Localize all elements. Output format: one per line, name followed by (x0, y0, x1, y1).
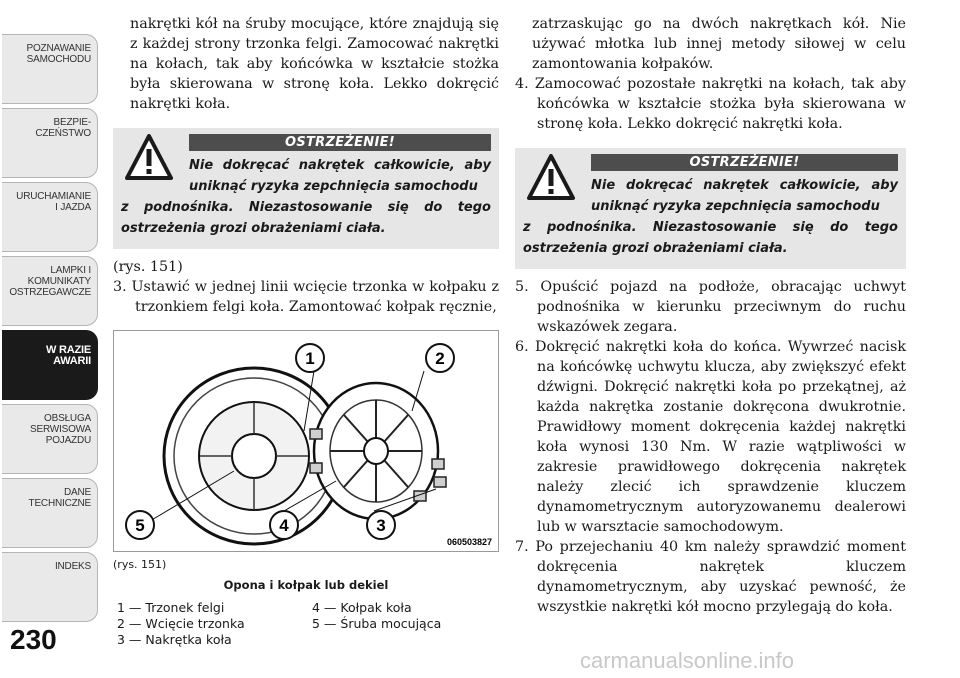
intro-paragraph: nakrętki kół na śruby mocujące, które znajdują się z każdej strony trzonka felgi. Zamocować nakrętki na kołach, tak aby końcówka w kształcie stożka była skierowana w stronę koła. Lekko dokręcić nakrętki koła. (130, 16, 499, 112)
figure-legend (117, 600, 497, 648)
warning-text (523, 175, 898, 259)
figure-code: 060503827 (446, 537, 492, 547)
warning-triangle-icon (125, 134, 173, 182)
tab-w-razie-awarii[interactable]: W RAZIE AWARII (2, 330, 98, 400)
tab-bezpieczenstwo[interactable]: BEZPIE- CZEŃSTWO (2, 108, 98, 178)
figure-caption-ref: (rys. 151) (113, 558, 167, 571)
warning-triangle-icon (527, 154, 575, 202)
wheel-figure (113, 330, 499, 552)
step-5: 5. Opuścić pojazd na podłoże, obracając uchwyt podnośnika w kierunku przeciwnym do ruchu wskazówek zegara. (515, 279, 906, 335)
page-number: 230 (10, 624, 57, 655)
legend-item: 5 — Śruba mocująca (312, 616, 442, 631)
legend-row (117, 616, 497, 632)
figure-title: Opona i kołpak lub dekiel (223, 578, 389, 592)
step-4: 4. Zamocować pozostałe nakrętki na kołach, tak aby końcówka w kształcie stożka była skierowana w stronę koła. Lekko dokręcić nakrętki koła. (515, 76, 906, 132)
callout-3 (367, 511, 395, 539)
svg-text:5: 5 (135, 516, 145, 535)
tab-poznawanie-samochodu[interactable]: POZNAWANIE SAMOCHODU (2, 34, 98, 104)
svg-text:4: 4 (279, 516, 289, 535)
svg-text:3: 3 (376, 516, 386, 535)
tab-dane-techniczne[interactable]: DANE TECHNICZNE (2, 478, 98, 548)
step-6: 6. Dokręcić nakrętki koła do końca. Wywrzeć nacisk na końcówkę uchwytu klucza, aby zwiększyć efekt dźwigni. Dokręcić nakrętki koła po przekątnej, aż każda nakrętka zostanie dokręcona dwukrotnie. Prawidłowy moment dokręcenia każdej nakrętki koła wynosi 130 Nm. W razie wątpliwości w zakresie prawidłowego dokręcenia nakrętek należy zlecić ich sprawdzenie kluczem dynamometrycznym autoryzowanemu dealerowi lub w warsztacie samochodowym. (515, 339, 906, 535)
step-3: 3. Ustawić w jednej linii wcięcie trzonka w kołpaku z trzonkiem felgi koła. Zamontować kołpak ręcznie, (113, 279, 499, 315)
tab-lampki-i-komunikaty[interactable]: LAMPKI I KOMUNIKATY OSTRZEGAWCZE (2, 256, 98, 326)
legend-row (117, 600, 497, 616)
warning-line-2: z podnośnika. Niezastosowanie się do tego ostrzeżenia grozi obrażeniami ciała. (121, 200, 491, 236)
svg-text:1: 1 (305, 349, 315, 368)
tab-uruchamianie-i-jazda[interactable]: URUCHAMIANIE I JAZDA (2, 182, 98, 252)
legend-item: 4 — Kołpak koła (312, 600, 412, 615)
legend-row (117, 632, 497, 648)
warning-line-1: Nie dokręcać nakrętek całkowicie, aby uniknąć ryzyka zepchnięcia samochodu (189, 158, 491, 194)
callout-5 (126, 511, 154, 539)
legend-item: 3 — Nakrętka koła (117, 632, 232, 647)
warning-line-1: Nie dokręcać nakrętek całkowicie, aby uniknąć ryzyka zepchnięcia samochodu (591, 178, 898, 214)
warning-box (113, 128, 499, 249)
warning-line-2: z podnośnika. Niezastosowanie się do tego ostrzeżenia grozi obrażeniami ciała. (523, 220, 898, 256)
left-column (113, 14, 499, 317)
watermark: carmanualsonline.info (580, 648, 795, 673)
legend-item: 1 — Trzonek felgi (117, 600, 225, 615)
wheel-illustration (114, 331, 499, 552)
warning-text (121, 155, 491, 239)
tab-indeks[interactable]: INDEKS (2, 552, 98, 622)
step-7: 7. Po przejechaniu 40 km należy sprawdzić moment dokręcenia nakrętek kluczem dynamometrycznym, aby uzyskać pewność, że wszystkie nakrętki kół mocno przylegają do koła. (515, 539, 906, 615)
callout-1 (296, 344, 324, 372)
tab-obsluga-serwisowa[interactable]: OBSŁUGA SERWISOWA POJAZDU (2, 404, 98, 474)
legend-item: 2 — Wcięcie trzonka (117, 616, 245, 631)
warning-heading: OSTRZEŻENIE! (591, 154, 898, 171)
chapter-sidebar (0, 0, 100, 678)
right-column (515, 14, 906, 617)
svg-text:2: 2 (435, 349, 445, 368)
callout-4 (270, 511, 298, 539)
step-3-continuation: zatrzaskując go na dwóch nakrętkach kół. Nie używać młotka lub innej metody siłowej w celu zamontowania kołpaków. (532, 16, 906, 72)
warning-box (515, 148, 906, 269)
figure-reference: (rys. 151) (113, 259, 183, 275)
warning-heading: OSTRZEŻENIE! (189, 134, 491, 151)
callout-2 (426, 344, 454, 372)
